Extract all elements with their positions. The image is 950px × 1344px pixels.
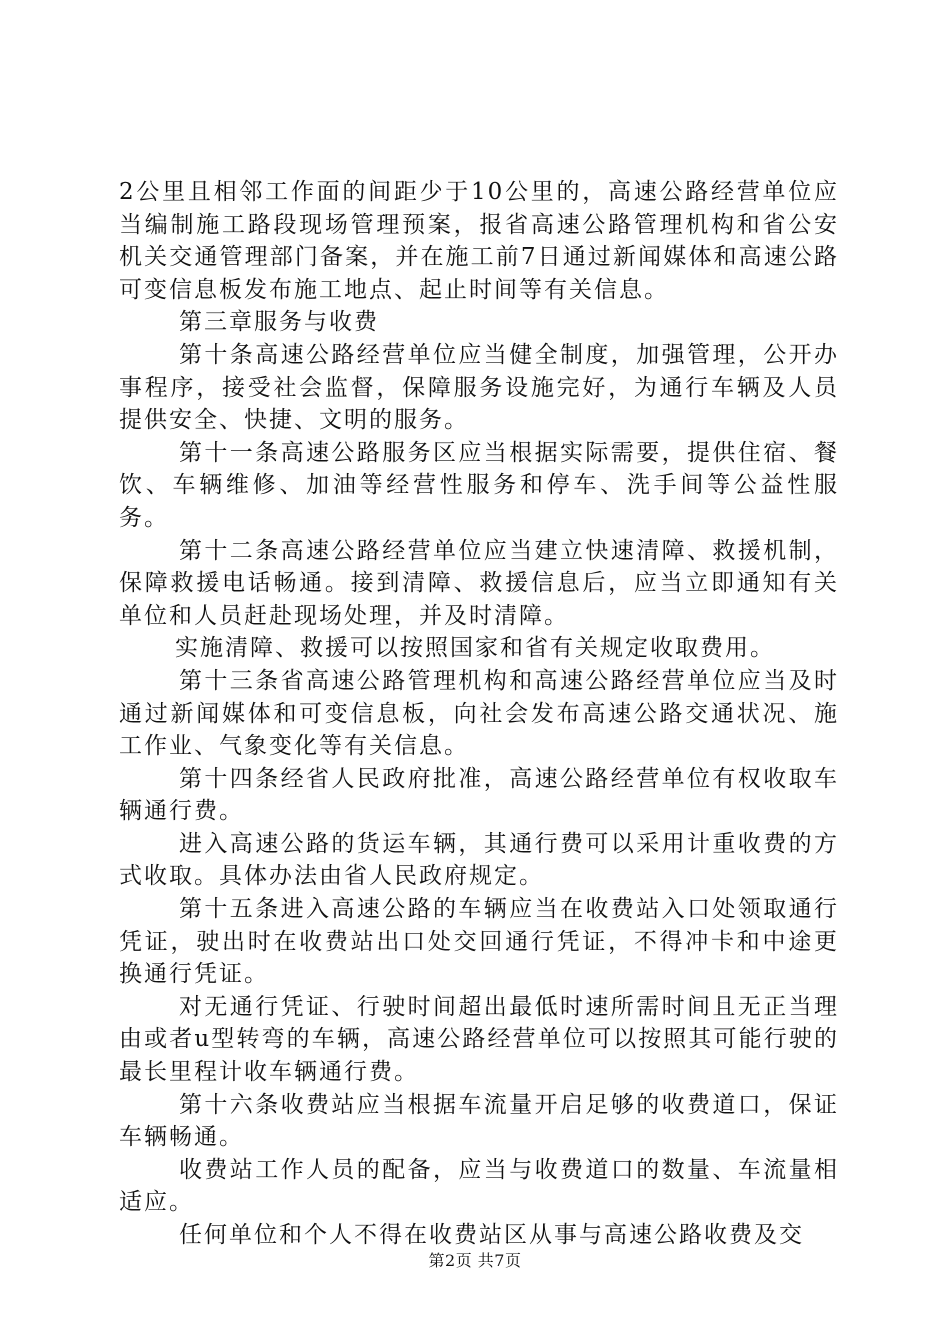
chapter-heading: 第三章服务与收费	[179, 309, 379, 336]
paragraph-staffing: 收费站工作人员的配备，应当与收费道口的数量、车流量相适应。	[119, 1156, 839, 1216]
document-body	[119, 176, 839, 1252]
paragraph-article-15: 第十五条进入高速公路的车辆应当在收费站入口处领取通行凭证，驶出时在收费站出口处交回通行凭证，不得冲卡和中途更换通行凭证。	[119, 896, 839, 988]
paragraph-rescue-fees: 实施清障、救援可以按照国家和省有关规定收取费用。	[175, 635, 775, 662]
paragraph-article-16: 第十六条收费站应当根据车流量开启足够的收费道口，保证车辆畅通。	[119, 1091, 839, 1151]
paragraph-article-12: 第十二条高速公路经营单位应当建立快速清障、救援机制，保障救援电话畅通。接到清障、救援信息后，应当立即通知有关单位和人员赶赴现场处理，并及时清障。	[119, 537, 839, 629]
paragraph-1: 2公里且相邻工作面的间距少于10公里的，高速公路经营单位应当编制施工路段现场管理预案，报省高速公路管理机构和省公安机关交通管理部门备案，并在施工前7日通过新闻媒体和高速公路可变信息板发布施工地点、起止时间等有关信息。	[119, 179, 839, 303]
paragraph-article-14: 第十四条经省人民政府批准，高速公路经营单位有权收取车辆通行费。	[119, 765, 839, 825]
paragraph-article-13: 第十三条省高速公路管理机构和高速公路经营单位应当及时通过新闻媒体和可变信息板，向社会发布高速公路交通状况、施工作业、气象变化等有关信息。	[119, 667, 839, 760]
paragraph-article-11: 第十一条高速公路服务区应当根据实际需要，提供住宿、餐饮、车辆维修、加油等经营性服务和停车、洗手间等公益性服务。	[119, 439, 839, 531]
page-footer: 第2页 共7页	[428, 1251, 522, 1270]
paragraph-no-pass-vehicles: 对无通行凭证、行驶时间超出最低时速所需时间且无正当理由或者u型转弯的车辆，高速公路经营单位可以按照其可能行驶的最长里程计收车辆通行费。	[119, 993, 839, 1086]
paragraph-prohibition: 任何单位和个人不得在收费站区从事与高速公路收费及交	[179, 1222, 804, 1248]
paragraph-article-10: 第十条高速公路经营单位应当健全制度，加强管理，公开办事程序，接受社会监督，保障服务设施完好，为通行车辆及人员提供安全、快捷、文明的服务。	[119, 341, 839, 434]
paragraph-freight-toll: 进入高速公路的货运车辆，其通行费可以采用计重收费的方式收取。具体办法由省人民政府规定。	[119, 830, 839, 890]
